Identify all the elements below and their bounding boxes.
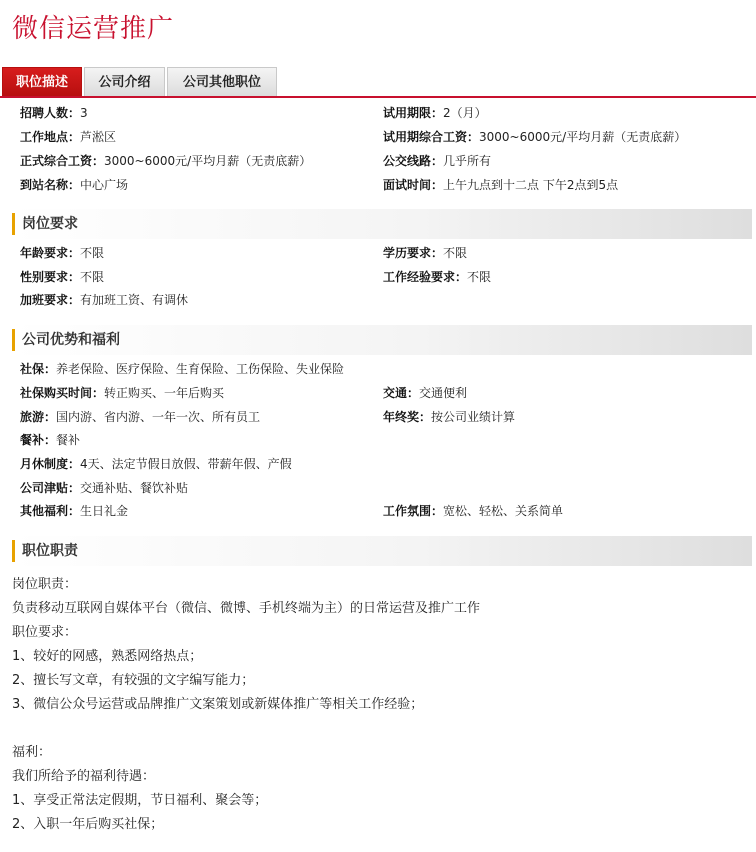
req-label: 工作经验要求： [383, 270, 468, 284]
req-label: 性别要求： [20, 270, 81, 284]
tab-company-intro[interactable]: 公司介绍 [84, 67, 165, 96]
section-accent-bar [12, 540, 15, 562]
duty-line: 职位要求： [12, 625, 78, 640]
section-title: 公司优势和福利 [22, 332, 120, 348]
ben-label: 工作氛围： [383, 504, 444, 518]
info-value: 几乎所有 [443, 154, 492, 168]
ben-allowance [20, 478, 188, 498]
info-location [20, 127, 116, 147]
req-value: 有加班工资、有调休 [80, 293, 189, 307]
info-value: 3000~6000元/平均月薪（无责底薪） [104, 154, 312, 168]
req-label: 加班要求： [20, 293, 81, 307]
ben-travel [20, 407, 260, 427]
info-headcount [20, 103, 88, 123]
ben-label: 旅游： [20, 410, 57, 424]
duty-line: 2、入职一年后购买社保； [12, 817, 164, 832]
info-interview-time [383, 175, 618, 195]
req-label: 学历要求： [383, 246, 444, 260]
section-header-requirements [12, 209, 752, 239]
info-value: 3 [80, 106, 88, 120]
info-label: 试用期综合工资： [383, 130, 480, 144]
ben-value: 转正购买、一年后购买 [104, 386, 225, 400]
section-title: 岗位要求 [22, 216, 78, 232]
req-value: 不限 [443, 246, 468, 260]
duty-line: 负责移动互联网自媒体平台（微信、微博、手机终端为主）的日常运营及推广工作 [12, 601, 481, 616]
ben-transport [383, 383, 467, 403]
ben-social-insurance [20, 359, 344, 379]
info-label: 正式综合工资： [20, 154, 105, 168]
req-experience [383, 267, 491, 287]
info-value: 3000~6000元/平均月薪（无责底薪） [479, 130, 687, 144]
info-label: 试用期限： [383, 106, 444, 120]
info-value: 2（月） [443, 106, 487, 120]
tab-other-positions[interactable]: 公司其他职位 [167, 67, 277, 96]
ben-label: 其他福利： [20, 504, 81, 518]
req-label: 年龄要求： [20, 246, 81, 260]
ben-year-end-bonus [383, 407, 515, 427]
ben-label: 餐补： [20, 433, 57, 447]
section-header-benefits [12, 325, 752, 355]
tab-bar [0, 67, 756, 98]
duty-line: 1、较好的网感，熟悉网络热点； [12, 649, 203, 664]
ben-value: 交通补贴、餐饮补贴 [80, 481, 189, 495]
ben-value: 4天、法定节假日放假、带薪年假、产假 [80, 457, 292, 471]
ben-label: 社保购买时间： [20, 386, 105, 400]
ben-value: 养老保险、医疗保险、生育保险、工伤保险、失业保险 [56, 362, 345, 376]
tab-job-description[interactable]: 职位描述 [2, 67, 82, 96]
ben-social-time [20, 383, 224, 403]
ben-label: 月休制度： [20, 457, 81, 471]
ben-label: 公司津贴： [20, 481, 81, 495]
info-salary [20, 151, 311, 171]
req-value: 不限 [80, 246, 105, 260]
ben-atmosphere [383, 501, 563, 521]
ben-holiday [20, 454, 292, 474]
ben-value: 按公司业绩计算 [431, 410, 516, 424]
req-gender [20, 267, 104, 287]
req-education [383, 243, 467, 263]
duty-line: 2、擅长写文章，有较强的文字编写能力； [12, 673, 255, 688]
info-value: 中心广场 [80, 178, 129, 192]
ben-value: 宽松、轻松、关系简单 [443, 504, 564, 518]
ben-meal [20, 430, 80, 450]
info-label: 面试时间： [383, 178, 444, 192]
duty-line: 我们所给予的福利待遇： [12, 769, 156, 784]
section-title: 职位职责 [22, 543, 78, 559]
req-age [20, 243, 104, 263]
duty-line: 岗位职责： [12, 577, 78, 592]
info-value: 上午九点到十二点 下午2点到5点 [443, 178, 619, 192]
ben-value: 生日礼金 [80, 504, 129, 518]
ben-label: 年终奖： [383, 410, 432, 424]
ben-label: 社保： [20, 362, 57, 376]
page-title: 微信运营推广 [12, 14, 175, 44]
info-station [20, 175, 128, 195]
section-accent-bar [12, 213, 15, 235]
info-label: 招聘人数： [20, 106, 81, 120]
duty-line: 3、微信公众号运营或品牌推广文案策划或新媒体推广等相关工作经验； [12, 697, 424, 712]
info-label: 公交线路： [383, 154, 444, 168]
section-header-duties [12, 536, 752, 566]
ben-value: 国内游、省内游、一年一次、所有员工 [56, 410, 261, 424]
info-probation [383, 103, 487, 123]
info-probation-salary [383, 127, 686, 147]
ben-value: 餐补 [56, 433, 81, 447]
info-bus-lines [383, 151, 491, 171]
req-value: 不限 [80, 270, 105, 284]
req-value: 不限 [467, 270, 492, 284]
duty-line: 1、享受正常法定假期，节日福利、聚会等； [12, 793, 268, 808]
req-overtime [20, 290, 188, 310]
info-label: 工作地点： [20, 130, 81, 144]
ben-other [20, 501, 128, 521]
duty-line: 福利： [12, 745, 52, 760]
ben-label: 交通： [383, 386, 420, 400]
info-label: 到站名称： [20, 178, 81, 192]
section-accent-bar [12, 329, 15, 351]
ben-value: 交通便利 [419, 386, 468, 400]
info-value: 芦淞区 [80, 130, 117, 144]
